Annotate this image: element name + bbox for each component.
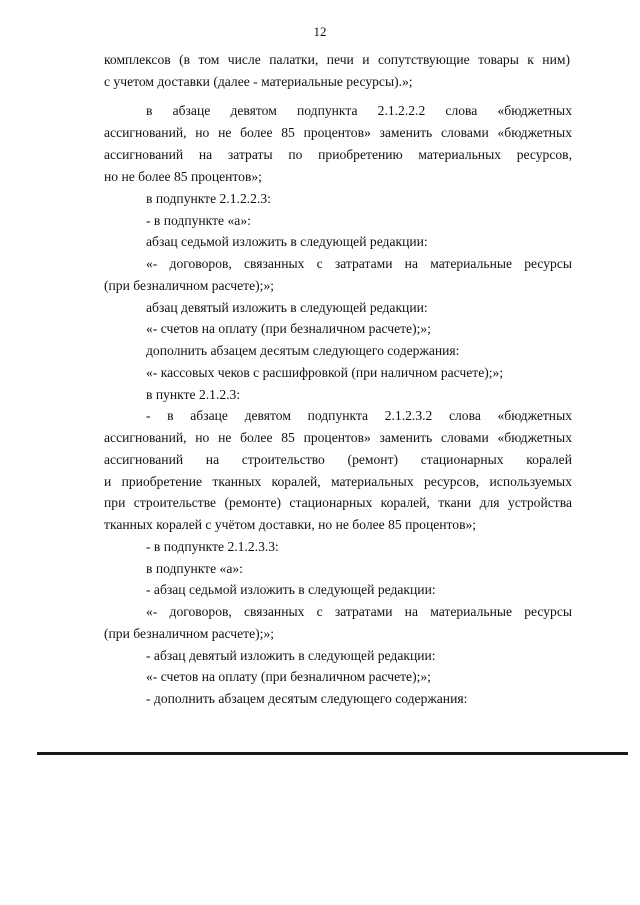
text-line: в абзаце девятом подпункта 2.1.2.2.2 слова «бюджетных (146, 103, 572, 118)
text-line: (при безналичном расчете);»; (104, 626, 275, 641)
text-line: - дополнить абзацем десятым следующего содержания: (146, 691, 468, 706)
text-line: в подпункте 2.1.2.2.3: (146, 191, 271, 206)
text-line: в пункте 2.1.2.3: (146, 387, 241, 402)
text-line: - в подпункте 2.1.2.3.3: (146, 539, 279, 554)
text-line: - абзац девятый изложить в следующей редакции: (146, 648, 436, 663)
bottom-rule (37, 752, 628, 755)
text-line: тканных коралей с учётом доставки, но не более 85 процентов»; (104, 517, 477, 532)
text-line: при строительстве (ремонте) стационарных коралей, ткани для устройства (104, 495, 572, 510)
page-number: 12 (313, 24, 327, 39)
text-line: ассигнований на затраты по приобретению материальных ресурсов, (104, 147, 572, 162)
text-line: «- счетов на оплату (при безналичном расчете);»; (146, 321, 431, 336)
text-line: «- счетов на оплату (при безналичном расчете);»; (146, 669, 431, 684)
text-line: с учетом доставки (далее - материальные ресурсы).»; (104, 74, 413, 89)
text-line: «- кассовых чеков с расшифровкой (при наличном расчете);»; (146, 365, 504, 380)
text-line: абзац девятый изложить в следующей редакции: (146, 300, 428, 315)
text-line: «- договоров, связанных с затратами на материальные ресурсы (146, 604, 572, 619)
text-line: - в подпункте «а»: (146, 213, 251, 228)
text-line: ассигнований на строительство (ремонт) стационарных коралей (104, 452, 572, 467)
text-line: - в абзаце девятом подпункта 2.1.2.3.2 слова «бюджетных (146, 408, 572, 423)
text-line: ассигнований, но не более 85 процентов» заменить словами «бюджетных (104, 125, 572, 140)
text-line: ассигнований, но не более 85 процентов» заменить словами «бюджетных (104, 430, 572, 445)
text-line: дополнить абзацем десятым следующего содержания: (146, 343, 460, 358)
text-line: в подпункте «а»: (146, 561, 243, 576)
text-line: - абзац седьмой изложить в следующей редакции: (146, 582, 436, 597)
text-line: абзац седьмой изложить в следующей редакции: (146, 234, 428, 249)
text-line: «- договоров, связанных с затратами на материальные ресурсы (146, 256, 572, 271)
text-line: но не более 85 процентов»; (104, 169, 262, 184)
text-line: и приобретение тканных коралей, материальных ресурсов, используемых (104, 474, 572, 489)
text-line: (при безналичном расчете);»; (104, 278, 275, 293)
text-line: комплексов (в том числе палатки, печи и сопутствующие товары к ним) (104, 52, 570, 67)
